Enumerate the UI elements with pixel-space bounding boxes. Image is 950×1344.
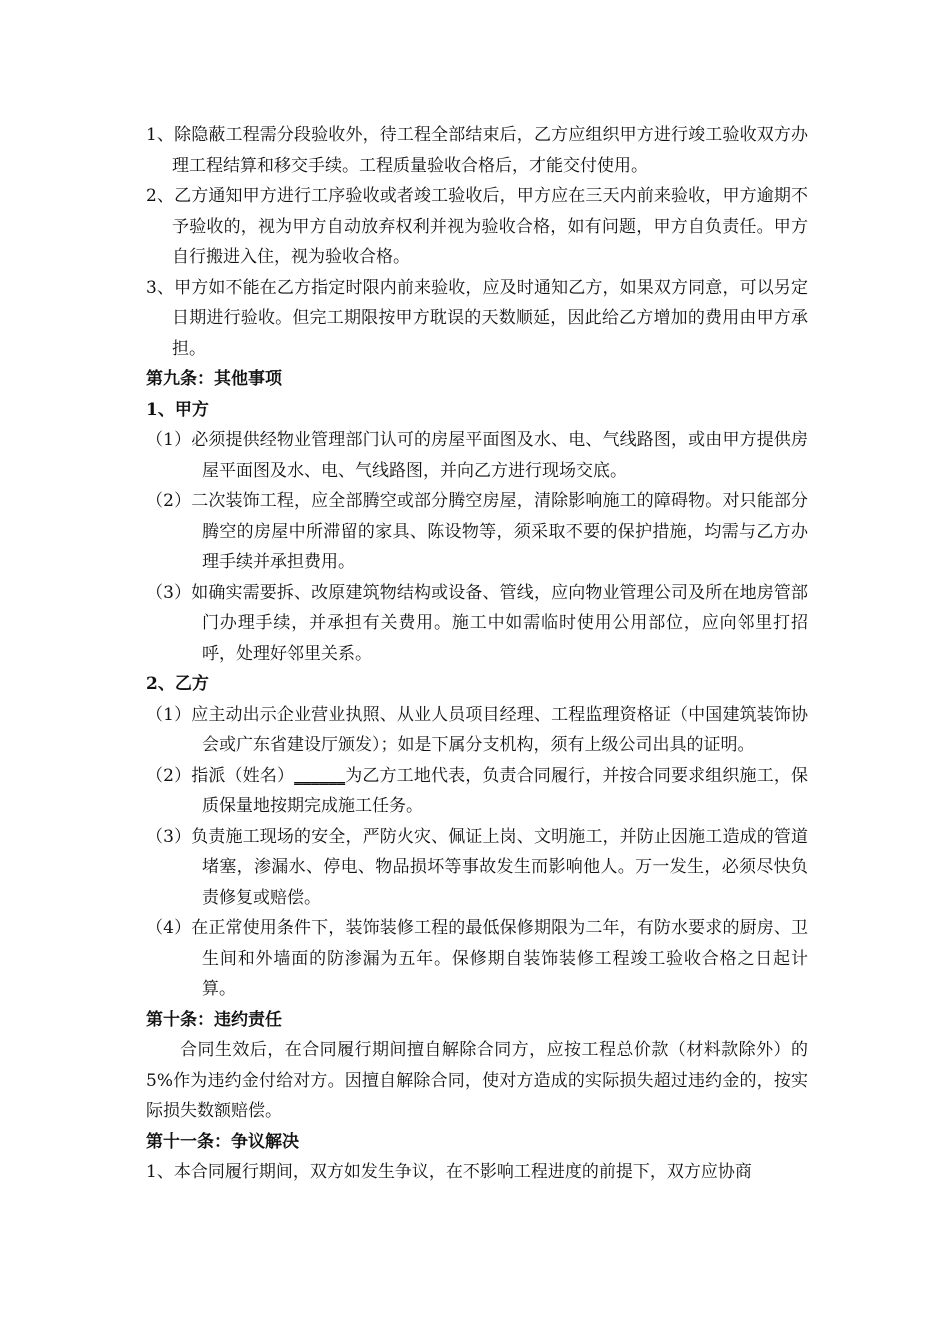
clause-10-body: 合同生效后，在合同履行期间擅自解除合同方，应按工程总价款（材料款除外）的5%作为违约金付给对方。因擅自解除合同，使对方造成的实际损失超过违约金的，按实际损失数额赔偿。 xyxy=(146,1040,808,1121)
clause-8-item-1: 1、除隐蔽工程需分段验收外，待工程全部结束后，乙方应组织甲方进行竣工验收双方办理工程结算和移交手续。工程质量验收合格后，才能交付使用。 xyxy=(146,125,808,176)
document-body xyxy=(146,120,808,1188)
party-b-heading: 2、乙方 xyxy=(146,674,209,694)
clause-10-heading: 第十条：违约责任 xyxy=(146,1009,282,1030)
party-b-item-2-post: 为乙方工地代表，负责合同履行，并按合同要求组织施工，保质保量地按期完成施工任务。 xyxy=(202,765,808,816)
representative-name-blank: ______ xyxy=(294,765,346,786)
party-a-item-3: （3）如确实需要拆、改原建筑物结构或设备、管线，应向物业管理公司及所在地房管部门办理手续，并承担有关费用。施工中如需临时使用公用部位，应向邻里打招呼，处理好邻里关系。 xyxy=(146,582,808,664)
party-a-item-2: （2）二次装饰工程，应全部腾空或部分腾空房屋，清除影响施工的障碍物。对只能部分腾空的房屋中所滞留的家具、陈设物等，须采取不要的保护措施，均需与乙方办理手续并承担费用。 xyxy=(146,491,808,572)
clause-8-item-2: 2、乙方通知甲方进行工序验收或者竣工验收后，甲方应在三天内前来验收，甲方逾期不予验收的，视为甲方自动放弃权利并视为验收合格，如有问题，甲方自负责任。甲方自行搬进入住，视为验收合格。 xyxy=(146,186,808,267)
party-b-item-2-pre: （2）指派（姓名） xyxy=(146,765,295,786)
clause-11-item-1: 1、本合同履行期间，双方如发生争议，在不影响工程进度的前提下，双方应协商 xyxy=(146,1162,752,1182)
party-b-item-4: （4）在正常使用条件下，装饰装修工程的最低保修期限为二年，有防水要求的厨房、卫生间和外墙面的防渗漏为五年。保修期自装饰装修工程竣工验收合格之日起计算。 xyxy=(146,918,808,999)
party-a-heading: 1、甲方 xyxy=(146,399,209,420)
clause-9-heading: 第九条：其他事项 xyxy=(146,369,282,389)
clause-11-heading: 第十一条：争议解决 xyxy=(146,1131,299,1152)
party-a-item-1: （1）必须提供经物业管理部门认可的房屋平面图及水、电、气线路图，或由甲方提供房屋平面图及水、电、气线路图，并向乙方进行现场交底。 xyxy=(146,430,808,481)
party-b-item-3: （3）负责施工现场的安全，严防火灾、佩证上岗、文明施工，并防止因施工造成的管道堵塞，渗漏水、停电、物品损坏等事故发生而影响他人。万一发生，必须尽快负责修复或赔偿。 xyxy=(146,826,808,908)
party-b-item-2 xyxy=(146,761,808,822)
clause-8-item-3: 3、甲方如不能在乙方指定时限内前来验收，应及时通知乙方，如果双方同意，可以另定日期进行验收。但完工期限按甲方耽误的天数顺延，因此给乙方增加的费用由甲方承担。 xyxy=(146,277,808,359)
party-b-item-1: （1）应主动出示企业营业执照、从业人员项目经理、工程监理资格证（中国建筑装饰协会或广东省建设厅颁发）；如是下属分支机构，须有上级公司出具的证明。 xyxy=(146,704,808,755)
